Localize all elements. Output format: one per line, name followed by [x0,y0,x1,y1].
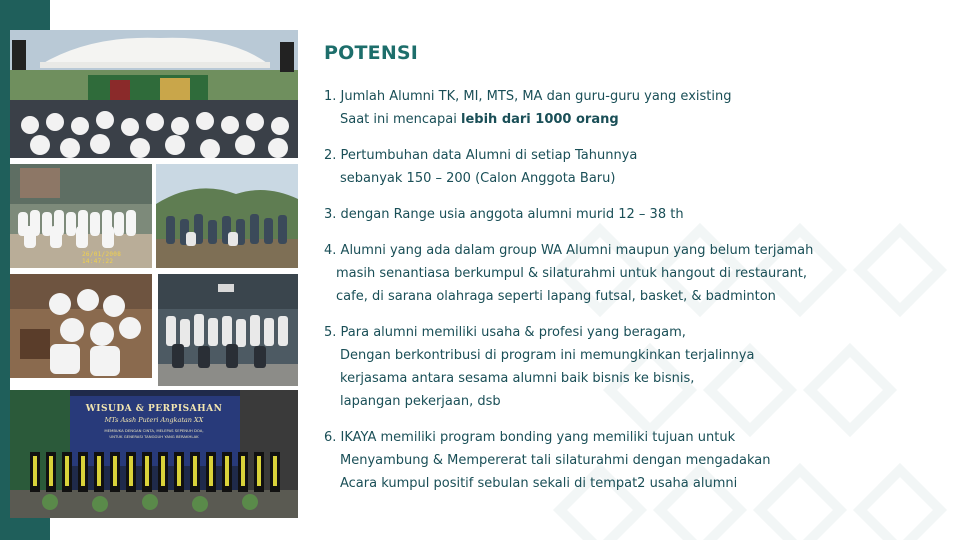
item-number: 3. [324,207,337,222]
photo-collage [10,30,298,518]
banner-tagline-2: UNTUK GENERASI TANGGUH YANG BERAKHLAK [109,434,199,439]
banner-subtitle: MTs Assh Puteri Angkatan XX [104,416,204,424]
photo-group-white [10,164,152,268]
item-text: sebanyak 150 – 200 (Calon Anggota Baru) [340,171,616,186]
item-text: lapangan pekerjaan, dsb [340,394,501,409]
list-item [324,203,924,226]
item-text: kerjasama antara sesama alumni baik bisnis ke bisnis, [340,371,695,386]
item-number: 6. [324,430,337,445]
list-item [324,85,924,131]
item-number: 5. [324,325,337,340]
photo-graduation [10,390,298,518]
item-text: Dengan berkontribusi di program ini memungkinkan terjalinnya [340,348,755,363]
page-title: POTENSI [324,42,419,64]
item-text: Acara kumpul positif sebulan sekali di tempat2 usaha alumni [340,476,738,491]
item-number: 2. [324,148,337,163]
item-number: 4. [324,243,337,258]
potensi-content [324,42,924,508]
banner-title: WISUDA & PERPISAHAN [85,404,223,414]
item-text: Pertumbuhan data Alumni di setiap Tahunnya [340,148,638,163]
item-text: dengan Range usia anggota alumni murid 12 – 38 th [340,207,684,222]
photo-outdoor-event [10,30,298,158]
list-item [324,144,924,190]
list-item [324,321,924,413]
item-text: Saat ini mencapai [340,112,461,127]
photo-timestamp: 26/01/2008 14:47:22 [82,251,122,265]
item-text: cafe, di sarana olahraga seperti lapang futsal, basket, & badminton [336,289,776,304]
photo-indoor-group [10,274,152,378]
item-text: Alumni yang ada dalam group WA Alumni maupun yang belum terjamah [340,243,814,258]
list-item [324,239,924,308]
item-number: 1. [324,89,337,104]
item-highlight: lebih dari 1000 orang [461,112,619,127]
photo-building-group [158,274,298,386]
photo-hill-group [156,164,298,268]
item-text: IKAYA memiliki program bonding yang memiliki tujuan untuk [340,430,736,445]
banner-tagline-1: MEMBUKA DENGAN CINTA, MELEPAS SEPENUH DOA, [104,428,204,433]
item-text: Jumlah Alumni TK, MI, MTS, MA dan guru-guru yang existing [340,89,732,104]
list-item [324,426,924,495]
item-text: Menyambung & Mempererat tali silaturahmi dengan mengadakan [340,453,771,468]
item-text: Para alumni memiliki usaha & profesi yang beragam, [340,325,686,340]
item-text: masih senantiasa berkumpul & silaturahmi untuk hangout di restaurant, [336,266,808,281]
